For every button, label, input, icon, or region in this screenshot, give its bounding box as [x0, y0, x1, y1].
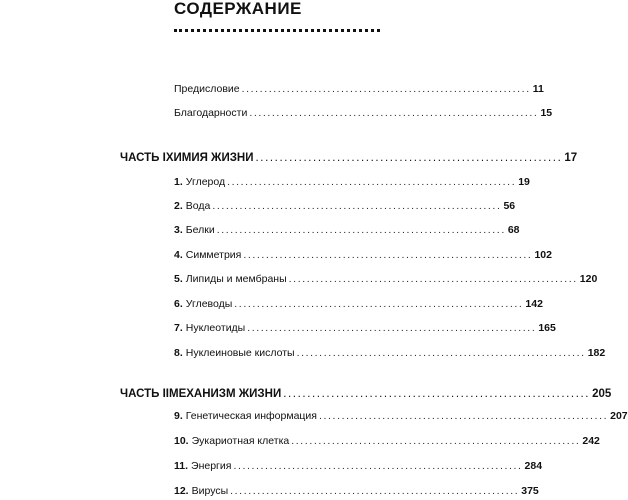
leader-dots: ................................................................ [230, 485, 520, 497]
chapter-title: Энергия [191, 460, 232, 472]
leader-dots: ................................................................ [249, 107, 539, 119]
leader-dots: ................................................................ [227, 176, 517, 188]
chapter-number: 9. [174, 410, 183, 422]
chapter-title: Белки [185, 224, 215, 236]
toc-chapter[interactable] [174, 409, 628, 425]
entry-page: 11 [532, 83, 544, 95]
toc-chapter[interactable] [174, 346, 606, 362]
chapter-page: 142 [525, 298, 543, 310]
chapter-number: 1. [174, 176, 183, 188]
leader-dots: ................................................................ [255, 152, 563, 164]
chapter-page: 165 [538, 322, 556, 334]
leader-dots: ................................................................ [296, 347, 586, 359]
toc-chapter[interactable] [174, 175, 530, 191]
title-dotted-rule [174, 29, 380, 32]
toc-chapter[interactable] [174, 297, 543, 313]
part-label: ЧАСТЬ II [120, 388, 169, 400]
leader-dots: ................................................................ [283, 388, 591, 400]
chapter-title: Нуклеиновые кислоты [185, 347, 295, 359]
toc-chapter[interactable] [174, 434, 600, 450]
toc-chapter[interactable] [174, 459, 543, 475]
chapter-title: Липиды и мембраны [185, 273, 287, 285]
entry-title: Благодарности [174, 107, 248, 119]
leader-dots: ................................................................ [233, 460, 523, 472]
toc-part-2[interactable] [120, 386, 612, 404]
leader-dots: ................................................................ [216, 224, 506, 236]
leader-dots: ................................................................ [319, 410, 609, 422]
chapter-page: 242 [582, 435, 600, 447]
part-page: 17 [564, 152, 578, 164]
chapter-number: 11. [174, 460, 189, 472]
leader-dots: ................................................................ [288, 273, 578, 285]
chapter-page: 375 [521, 485, 539, 497]
chapter-number: 4. [174, 249, 183, 261]
chapter-title: Вода [185, 200, 211, 212]
chapter-page: 182 [587, 347, 606, 359]
leader-dots: ................................................................ [234, 298, 524, 310]
chapter-number: 6. [174, 298, 183, 310]
chapter-number: 8. [174, 347, 183, 359]
part-title: МЕХАНИЗМ ЖИЗНИ [169, 388, 282, 400]
leader-dots: ................................................................ [241, 83, 531, 95]
chapter-page: 284 [524, 460, 543, 472]
chapter-number: 12. [174, 485, 189, 497]
chapter-number: 2. [174, 200, 183, 212]
chapter-page: 207 [610, 410, 628, 422]
chapter-title: Вирусы [191, 485, 229, 497]
part-page: 205 [592, 388, 612, 400]
chapter-page: 102 [534, 249, 552, 261]
part-label: ЧАСТЬ I [120, 152, 166, 164]
chapter-page: 19 [518, 176, 530, 188]
chapter-number: 10. [174, 435, 189, 447]
toc-chapter[interactable] [174, 321, 556, 337]
part-title: ХИМИЯ ЖИЗНИ [165, 152, 254, 164]
page-title: СОДЕРЖАНИЕ [174, 0, 302, 18]
leader-dots: ................................................................ [291, 435, 581, 447]
entry-title: Предисловие [174, 83, 240, 95]
chapter-page: 120 [579, 273, 598, 285]
toc-chapter[interactable] [174, 199, 516, 215]
entry-page: 15 [540, 107, 553, 119]
chapter-title: Симметрия [185, 249, 242, 261]
chapter-title: Генетическая информация [185, 410, 317, 422]
chapter-title: Нуклеотиды [185, 322, 246, 334]
toc-chapter[interactable] [174, 272, 598, 288]
chapter-title: Эукариотная клетка [191, 435, 290, 447]
chapter-page: 56 [503, 200, 516, 212]
chapter-number: 7. [174, 322, 183, 334]
leader-dots: ................................................................ [212, 200, 502, 212]
chapter-page: 68 [507, 224, 520, 236]
toc-part-1[interactable] [120, 150, 578, 168]
leader-dots: ................................................................ [243, 249, 533, 261]
toc-chapter[interactable] [174, 223, 520, 239]
toc-entry-acknowledgements[interactable] [174, 106, 553, 122]
chapter-number: 3. [174, 224, 183, 236]
toc-chapter[interactable] [174, 248, 552, 264]
chapter-number: 5. [174, 273, 183, 285]
chapter-title: Углеводы [185, 298, 233, 310]
chapter-title: Углерод [185, 176, 226, 188]
toc-chapter[interactable] [174, 484, 539, 500]
toc-entry-preface[interactable] [174, 82, 544, 98]
leader-dots: ................................................................ [247, 322, 537, 334]
